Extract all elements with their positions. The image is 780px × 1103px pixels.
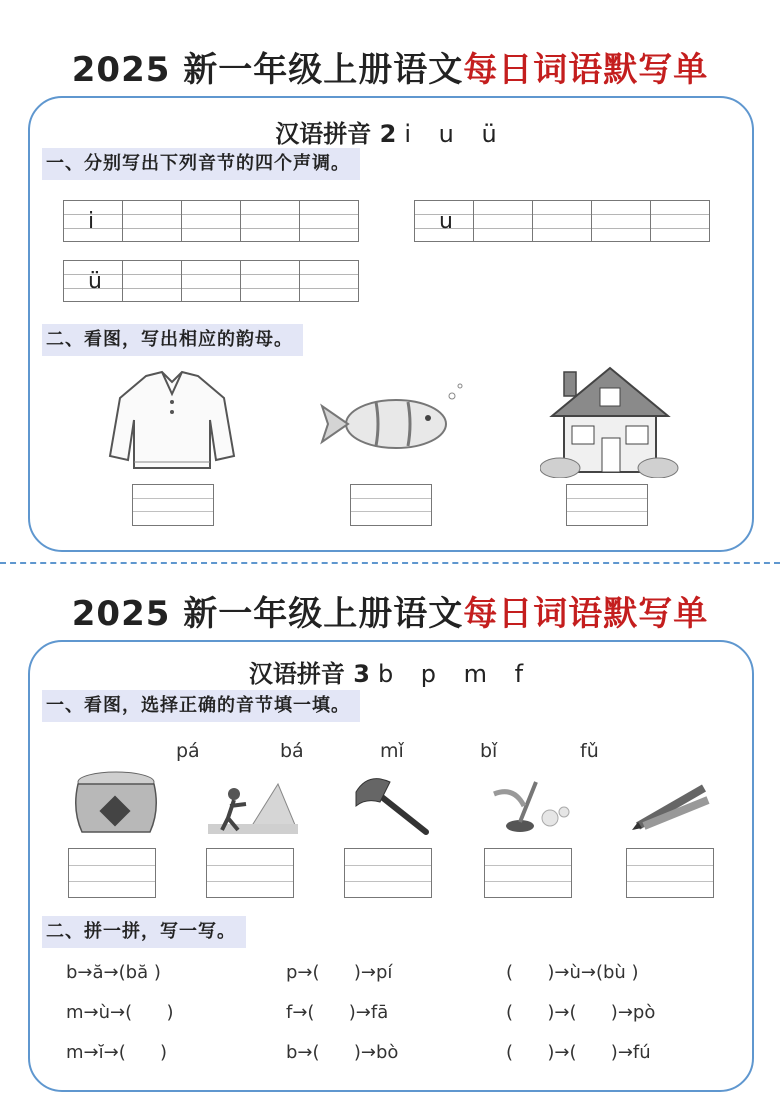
- answer-box-shirt[interactable]: [132, 484, 214, 526]
- exercise-item[interactable]: m→ĭ→( ): [66, 1042, 168, 1063]
- cut-line: [0, 562, 780, 564]
- answer-box-brush[interactable]: [484, 848, 572, 898]
- sheet2-panel: [28, 640, 754, 1092]
- fish-picture: [316, 382, 466, 462]
- option-fu: fǔ: [580, 740, 599, 762]
- grid-cell[interactable]: u: [414, 200, 474, 242]
- sheet1-subtitle-text: 汉语拼音 2: [275, 120, 397, 148]
- grid-cell[interactable]: [473, 200, 533, 242]
- writing-grid-v: [64, 260, 359, 302]
- grid-cell[interactable]: [650, 200, 710, 242]
- grid-cell[interactable]: i: [63, 200, 123, 242]
- grid-cell[interactable]: [240, 200, 300, 242]
- grid-cell[interactable]: [591, 200, 651, 242]
- answer-box-house[interactable]: [566, 484, 648, 526]
- sheet2-section1-header: 一、看图，选择正确的音节填一填。: [42, 690, 360, 722]
- sheet1-subtitle-letters: i u ü: [404, 120, 507, 148]
- answer-box-sack[interactable]: [68, 848, 156, 898]
- option-mi: mǐ: [380, 740, 404, 762]
- option-bi: bǐ: [480, 740, 498, 762]
- sheet2-subtitle: [30, 654, 752, 689]
- grid-cell[interactable]: [122, 200, 182, 242]
- rice-sack-picture: [70, 770, 162, 836]
- grid-cell[interactable]: [299, 200, 359, 242]
- axe-picture: [348, 772, 432, 836]
- answer-box-pencil[interactable]: [626, 848, 714, 898]
- sheet1-title-red: 每日词语默写单: [463, 50, 709, 90]
- sheet1-section2-header: 二、看图，写出相应的韵母。: [42, 324, 303, 356]
- grid-cell[interactable]: [299, 260, 359, 302]
- grid-cell[interactable]: [532, 200, 592, 242]
- exercise-item[interactable]: p→( )→pí: [286, 962, 393, 983]
- writing-grid-i: [64, 200, 359, 242]
- exercise-item[interactable]: f→( )→fā: [286, 1002, 389, 1023]
- sheet1-panel: [28, 96, 754, 552]
- sheet1-section1-header: 一、分别写出下列音节的四个声调。: [42, 148, 360, 180]
- writing-grid-u: [415, 200, 710, 242]
- sheet2-section2-header: 二、拼一拼，写一写。: [42, 916, 246, 948]
- pencil-picture: [628, 776, 714, 832]
- exercise-item[interactable]: ( )→( )→fú: [506, 1042, 651, 1063]
- option-pa: pá: [176, 740, 200, 762]
- answer-box-pull[interactable]: [206, 848, 294, 898]
- grid-cell[interactable]: [181, 200, 241, 242]
- exercise-item[interactable]: b→ă→(bă ): [66, 962, 161, 983]
- option-ba: bá: [280, 740, 304, 762]
- sheet2-title-black: 2025 新一年级上册语文: [71, 594, 464, 634]
- grid-cell[interactable]: [181, 260, 241, 302]
- sheet2-title: [0, 586, 780, 635]
- sheet2-subtitle-letters: b p m f: [377, 660, 534, 688]
- sheet2-subtitle-text: 汉语拼音 3: [248, 660, 370, 688]
- brush-picture: [484, 772, 574, 836]
- shirt-picture: [106, 368, 238, 476]
- answer-box-axe[interactable]: [344, 848, 432, 898]
- sheet1-title: [0, 42, 780, 91]
- exercise-item[interactable]: ( )→ù→(bù ): [506, 962, 639, 983]
- sheet2-title-red: 每日词语默写单: [463, 594, 709, 634]
- house-picture: [540, 366, 680, 478]
- answer-box-fish[interactable]: [350, 484, 432, 526]
- exercise-item[interactable]: m→ù→( ): [66, 1002, 174, 1023]
- grid-cell[interactable]: ü: [63, 260, 123, 302]
- exercise-item[interactable]: b→( )→bò: [286, 1042, 399, 1063]
- grid-cell[interactable]: [240, 260, 300, 302]
- grid-cell[interactable]: [122, 260, 182, 302]
- exercise-item[interactable]: ( )→( )→pò: [506, 1002, 656, 1023]
- pulling-picture: [208, 776, 298, 836]
- sheet1-title-black: 2025 新一年级上册语文: [71, 50, 464, 90]
- sheet1-subtitle: [30, 114, 752, 149]
